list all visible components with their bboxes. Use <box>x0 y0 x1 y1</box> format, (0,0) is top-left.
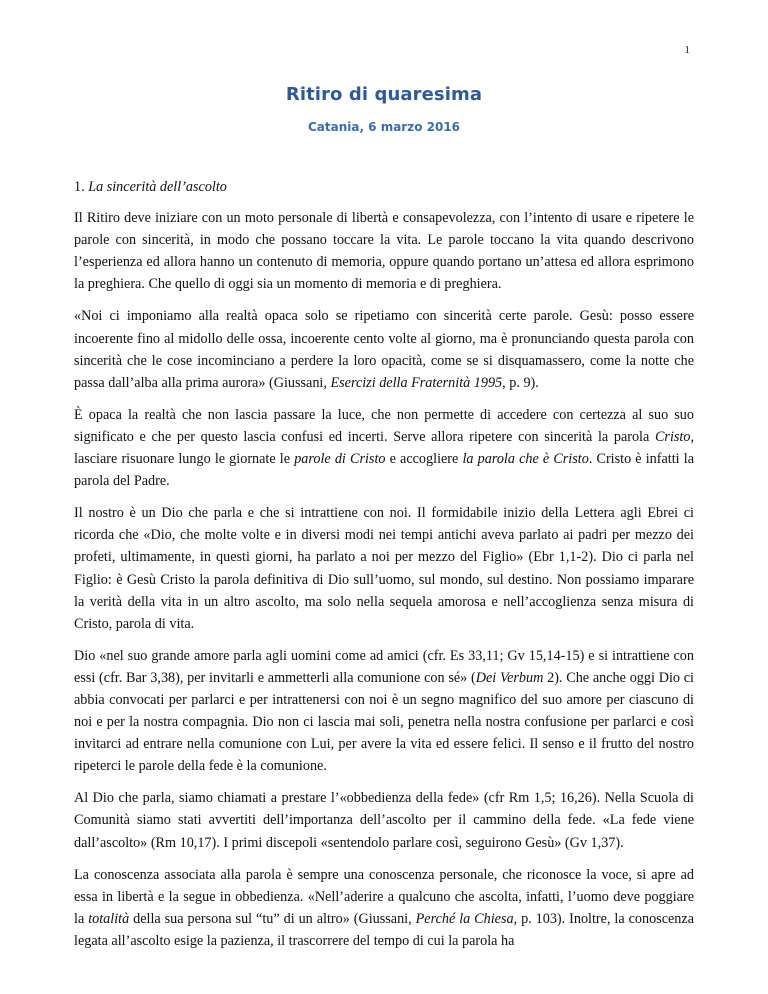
body-paragraph <box>74 207 694 295</box>
italic-text: totalità <box>88 910 130 927</box>
section-number: 1. <box>74 179 89 195</box>
body-paragraph <box>74 787 694 853</box>
body-paragraph <box>74 502 694 635</box>
body-paragraph <box>74 305 694 393</box>
section-title: La sincerità dell’ascolto <box>88 179 227 195</box>
italic-text: Perché la Chiesa <box>415 910 514 927</box>
paragraph-text: . Cristo è infatti la parola del Padre. <box>74 451 694 490</box>
paragraph-text: Al Dio che parla, siamo chiamati a prestare l’«obbedienza della fede» (cfr Rm 1,5; 16,26). Nella Scuola di Comunità siamo stati avvertiti dell’importanza dell’ascolto per il cammino della fede. «La fede viene dall’ascolto» (Rm 10,17). I primi discepoli «sentendolo parlare così, seguirono Gesù» (Gv 1,37). <box>74 790 694 851</box>
italic-text: parole di Cristo <box>294 451 386 468</box>
paragraph-list <box>74 207 694 952</box>
paragraph-text: , lasciare risuonare lungo le giornate le <box>74 428 694 468</box>
paragraph-text: È opaca la realtà che non lascia passare la luce, che non permette di accedere con certezza al suo suo significato e che per questo lascia confusi ed incerti. Serve allora ripetere con sincerità la parola <box>74 406 694 445</box>
paragraph-text: della sua persona sul “tu” di un altro» (Giussani, <box>129 910 416 927</box>
paragraph-text: 2). Che anche oggi Dio ci abbia convocati per parlarci e per intrattenersi con noi è un segno magnifico del suo amore per ciascuno di noi e per la nostra compagnia. Dio non ci lascia mai soli, penetra nella nostra confusione per parlarci e così invitarci ad entrare nella comunione con Lui, per avere la vita ed essere felici. Il senso e il frutto del nostro ripeterci le parole della fede è la comunione. <box>74 669 694 775</box>
paragraph-text: La conoscenza associata alla parola è sempre una conoscenza personale, che riconosce la voce, si apre ad essa in libertà e la segue in obbedienza. «Nell’aderire a qualcuno che ascolta, infatti, l’uomo deve poggiare la <box>74 866 694 927</box>
italic-text: la parola che è Cristo <box>462 451 589 468</box>
paragraph-text: , p. 103). Inoltre, la conoscenza legata all’ascolto esige la pazienza, il trascorrere del tempo di cui la parola ha <box>74 910 694 949</box>
paragraph-text: , p. 9). <box>502 374 539 391</box>
body-paragraph <box>74 645 694 778</box>
italic-text: Dei Verbum <box>475 669 544 686</box>
paragraph-text: e accogliere <box>385 451 463 468</box>
italic-text: Cristo <box>654 428 691 445</box>
document-subtitle: Catania, 6 marzo 2016 <box>307 120 461 134</box>
paragraph-text: «Noi ci imponiamo alla realtà opaca solo se ripetiamo con sincerità certe parole. Gesù: posso essere incoerente fino al midollo delle ossa, incoerente cento volte al giorno, ma è pronunciando questa parola con sincerità che le cose incominciano a perdere la loro opacità, come se si disquamassero, come la notte che passa dall’alba alla prima aurora» (Giussani, <box>74 308 694 391</box>
italic-text: Esercizi della Fraternità 1995 <box>330 374 503 391</box>
body-paragraph <box>74 864 694 952</box>
body-paragraph <box>74 404 694 492</box>
paragraph-text: Il nostro è un Dio che parla e che si intrattiene con noi. Il formidabile inizio della Lettera agli Ebrei ci ricorda che «Dio, che molte volte e in diversi modi nei tempi antichi aveva parlato ai padri per mezzo dei profeti, ultimamente, in questi giorni, ha parlato a noi per mezzo del Figlio» (Ebr 1,1-2). Dio ci parla nel Figlio: è Gesù Cristo la parola definitiva di Dio sull’uomo, sul mondo, sul destino. Non possiamo imparare la verità della vita in un altro ascolto, ma solo nella sequela amorosa e nell’accoglienza senza misura di Cristo, parola di vita. <box>74 505 694 632</box>
section-heading <box>74 176 694 198</box>
document-body <box>74 176 694 952</box>
page-number: 1 <box>684 44 690 56</box>
paragraph-text: Il Ritiro deve iniziare con un moto personale di libertà e consapevolezza, con l’intento di usare e ripetere le parole con sincerità, in modo che possano toccare la vita. Le parole toccano la vita quando descrivono l’esperienza ed allora hanno un contenuto di memoria, oppure quando portano un’attesa ed allora esprimono la preghiera. Che quello di oggi sia un momento di memoria e di preghiera. <box>74 210 694 293</box>
paragraph-text: Dio «nel suo grande amore parla agli uomini come ad amici (cfr. Es 33,11; Gv 15,14-15) e si intrattiene con essi (cfr. Bar 3,38), per invitarli e ammetterli alla comunione con sé» ( <box>74 647 694 686</box>
document-title: Ritiro di quaresima <box>285 84 483 105</box>
